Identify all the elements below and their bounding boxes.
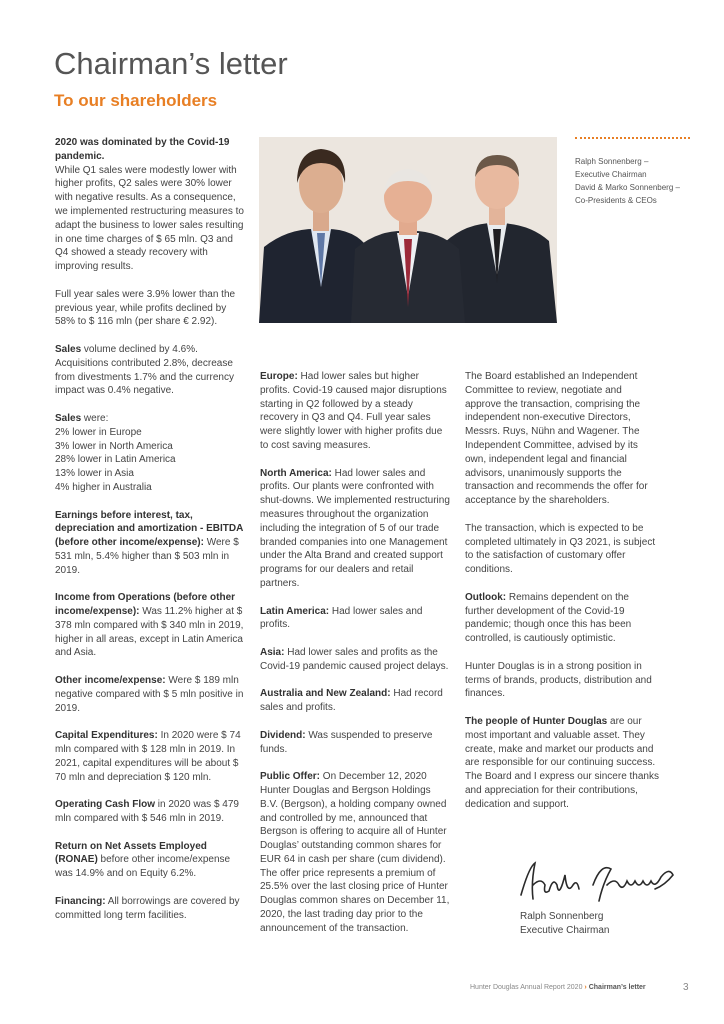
financing-label: Financing: xyxy=(55,895,106,907)
position-paragraph: Hunter Douglas is in a strong position in terms of brands, products, distribution and finances. xyxy=(465,660,652,700)
sales-were-text: were: xyxy=(81,412,109,424)
financing-paragraph xyxy=(55,895,245,923)
completion-paragraph: The transaction, which is expected to be completed ultimately in Q3 2021, is subject to the satisfaction of customary offer conditions. xyxy=(465,522,656,576)
executives-photo xyxy=(259,137,557,323)
chevron-right-icon: › xyxy=(584,984,587,991)
dividend-paragraph xyxy=(260,729,450,757)
ronae-text: before other income/expense was 14.9% and on Equity 6.2%. xyxy=(55,854,231,880)
financing-text: All borrowings are covered by committed long term facilities. xyxy=(55,895,240,921)
people-label: The people of Hunter Douglas xyxy=(465,715,608,727)
ifo-paragraph xyxy=(55,591,245,660)
north-america-paragraph xyxy=(260,467,450,591)
europe-text: Had lower sales but higher profits. Covid-19 caused major disruptions starting in Q2 followed by a steady recovery in Q3 and Q4. Full year sales were slightly lower with higher profits due to cost saving measures. xyxy=(260,371,447,451)
page-title: Chairman’s letter xyxy=(54,46,288,81)
caption-line-4: Co-Presidents & CEOs xyxy=(575,196,657,205)
public-offer-paragraph xyxy=(260,770,450,936)
europe-label: Europe: xyxy=(260,371,298,382)
ocf-label: Operating Cash Flow xyxy=(55,799,156,811)
intro-heading: 2020 was dominated by the Covid-19 pandemic. xyxy=(55,137,230,162)
other-income-label: Other income/expense: xyxy=(55,675,166,687)
intro-paragraph xyxy=(55,136,245,274)
full-year-paragraph: Full year sales were 3.9% lower than the previous year, while profits declined by 58% to $ 116 mln (per share € 2.92). xyxy=(55,288,236,328)
signature-block xyxy=(520,910,609,937)
capex-label: Capital Expenditures: xyxy=(55,730,158,742)
sales-region-asia: 13% lower in Asia xyxy=(55,468,134,480)
anz-text: Had record sales and profits. xyxy=(260,688,443,714)
sales-region-latin-america: 28% lower in Latin America xyxy=(55,454,176,466)
caption-divider xyxy=(575,137,690,139)
other-income-paragraph xyxy=(55,674,245,715)
sales-paragraph xyxy=(55,343,245,398)
page-subtitle: To our shareholders xyxy=(54,91,218,110)
column-2 xyxy=(260,370,450,949)
sales-region-north-america: 3% lower in North America xyxy=(55,440,173,452)
ronae-paragraph xyxy=(55,840,245,881)
board-paragraph: The Board established an Independent Committee to review, negotiate and approve the transaction, comprising the independent non-executive Directors, Messrs. Ruys, Nühn and Wagener. The Independent Committee, advised by its own, independent legal and financial advisors, unanimously supports the transaction and recommends the offer for acceptance by the shareholders. xyxy=(465,371,648,507)
dividend-text: Was suspended to preserve funds. xyxy=(260,729,433,755)
other-income-text: Were $ 189 mln negative compared with $ 5 mln positive in 2019. xyxy=(55,675,244,714)
intro-text: While Q1 sales were modestly lower with higher profits, Q2 sales were 30% lower with negative results. As a consequence, we implemented restructuring measures to adapt the business to lower sales resulting in one time charges of $ 65 mln. Q3 and Q4 showed a steady recovery with improving results. xyxy=(55,164,244,273)
anz-paragraph xyxy=(260,687,450,715)
asia-label: Asia: xyxy=(260,646,285,658)
photo-caption xyxy=(575,155,705,207)
sales-regions-paragraph xyxy=(55,412,245,495)
capex-text: In 2020 were $ 74 mln compared with $ 128 mln in 2019. In 2021, capital expenditures will be about $ 70 mln and depreciation $ 120 mln. xyxy=(55,730,241,783)
public-offer-label: Public Offer: xyxy=(260,771,321,783)
sales-region-europe: 2% lower in Europe xyxy=(55,426,142,438)
sales-text: volume declined by 4.6%. Acquisitions contributed 2.8%, decrease from divestments 1.7% and the currency impact was 0.4% negative. xyxy=(55,343,234,397)
column-1 xyxy=(55,136,245,936)
sales-were-label: Sales xyxy=(55,412,82,424)
page-number: 3 xyxy=(683,982,689,993)
europe-paragraph xyxy=(260,370,450,453)
latin-america-paragraph xyxy=(260,605,450,633)
executives-photo-illustration xyxy=(259,137,557,323)
caption-line-1: Ralph Sonnenberg – xyxy=(575,157,649,166)
ebitda-text: Were $ 531 mln, 5.4% higher than $ 503 mln in 2019. xyxy=(55,537,239,576)
outlook-label: Outlook: xyxy=(465,591,507,603)
outlook-text: Remains dependent on the further development of the Covid-19 pandemic; though once this has been controlled, is cautiously optimistic. xyxy=(465,591,632,645)
north-america-label: North America: xyxy=(260,467,332,479)
people-text: are our most important and valuable asset. They create, make and market our products and are responsible for our continuing success. The Board and I express our sincere thanks and appreciation for their contributions, dedication and support. xyxy=(465,715,659,810)
outlook-paragraph xyxy=(465,591,660,646)
caption-line-3: David & Marko Sonnenberg – xyxy=(575,183,680,192)
public-offer-text: On December 12, 2020 Hunter Douglas and Bergson Holdings B.V. (Bergson), a holding company owned and controlled by me, announced that Bergson is offering to acquire all of Hunter Douglas’ outstanding common shares for EUR 64 in cash per share (cum dividend). The offer price represents a premium of 25.5% over the last closing price of Hunter Douglas common shares on December 11, 2020, the last trading day prior to the announcement of the transaction. xyxy=(260,771,450,934)
handwritten-signature xyxy=(515,855,685,915)
latin-america-text: Had lower sales and profits. xyxy=(260,605,423,631)
column-3 xyxy=(465,370,660,825)
latin-america-label: Latin America: xyxy=(260,605,330,617)
people-paragraph xyxy=(465,715,660,812)
caption-line-2: Executive Chairman xyxy=(575,170,647,179)
footer-section: Chairman’s letter xyxy=(588,984,646,991)
ebitda-label: Earnings before interest, tax, depreciation and amortization - EBITDA (before other income/expense): xyxy=(55,509,243,549)
signature-role: Executive Chairman xyxy=(520,924,610,936)
ocf-paragraph xyxy=(55,798,245,826)
dividend-label: Dividend: xyxy=(260,729,306,741)
asia-text: Had lower sales and profits as the Covid-19 pandemic caused project delays. xyxy=(260,646,449,672)
north-america-text: Had lower sales and profits. Our plants were confronted with shut-downs. We implemented restructuring measures throughout the organization including the integration of 5 of our trade branded companies into one Management under the Alta Brand and created support programs for our dealers and retail partners. xyxy=(260,467,450,589)
signature-name: Ralph Sonnenberg xyxy=(520,911,604,922)
ebitda-paragraph xyxy=(55,509,245,578)
ocf-text: in 2020 was $ 479 mln compared with $ 546 mln in 2019. xyxy=(55,799,239,825)
sales-region-australia: 4% higher in Australia xyxy=(55,481,152,493)
ifo-label: Income from Operations (before other income/expense): xyxy=(55,592,236,618)
sales-label: Sales xyxy=(55,343,82,355)
ifo-text: Was 11.2% higher at $ 378 mln compared with $ 340 mln in 2019, higher in all areas, except in Latin America and Asia. xyxy=(55,606,244,659)
asia-paragraph xyxy=(260,646,450,674)
footer-report: Hunter Douglas Annual Report 2020 xyxy=(470,984,583,991)
page-footer xyxy=(470,984,646,991)
ronae-label: Return on Net Assets Employed (RONAE) xyxy=(55,840,207,866)
anz-label: Australia and New Zealand: xyxy=(260,688,391,700)
capex-paragraph xyxy=(55,729,245,784)
